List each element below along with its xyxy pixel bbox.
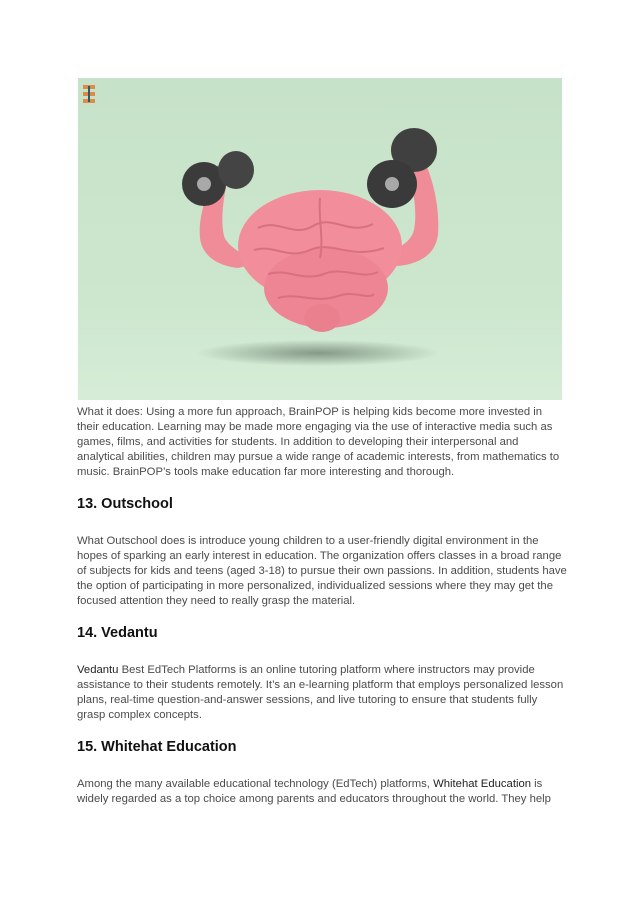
brain-illustration xyxy=(78,78,562,400)
whitehat-description-start: Among the many available educational technology (EdTech) platforms, xyxy=(77,778,434,790)
whitehat-description xyxy=(77,777,567,807)
heading-outschool: 13. Outschool xyxy=(77,496,173,512)
vedantu-link[interactable]: Vedantu xyxy=(77,664,119,676)
heading-vedantu: 14. Vedantu xyxy=(77,625,158,641)
brainpop-description: What it does: Using a more fun approach, BrainPOP is helping kids become more invested in their education. Learning may be made more engaging via the use of interactive media such as games, films, and activities for students. In addition to developing their interpersonal and analytical abilities, children may pursue a wide range of academic interests, from mathematics to music. BrainPOP’s tools make education far more interesting and thorough. xyxy=(77,406,560,478)
vedantu-description-text: Best EdTech Platforms is an online tutoring platform where instructors may provide assistance to their students remotely. It’s an e-learning platform that employs personalized lesson plans, real-time question-and-answer sessions, and live tutoring to ensure that students fully grasp complex concepts. xyxy=(77,664,564,721)
outschool-description: What Outschool does is introduce young children to a user-friendly digital environment in the hopes of sparking an early interest in education. The organization offers classes in a broad range of subjects for kids and teens (aged 3-18) to pursue their own passions. In addition, students have the option of participating in more personalized, individualized sessions where they may get the focused attention they need to really grasp the material. xyxy=(77,535,567,607)
brain-lifting-dumbbells-image xyxy=(78,78,562,400)
vedantu-description xyxy=(77,663,567,723)
whitehat-description-end: is widely regarded as a top choice among parents and educators throughout the world. They help xyxy=(77,778,551,805)
whitehat-education-link[interactable]: Whitehat Education xyxy=(433,778,532,790)
heading-whitehat-education: 15. Whitehat Education xyxy=(77,739,237,755)
